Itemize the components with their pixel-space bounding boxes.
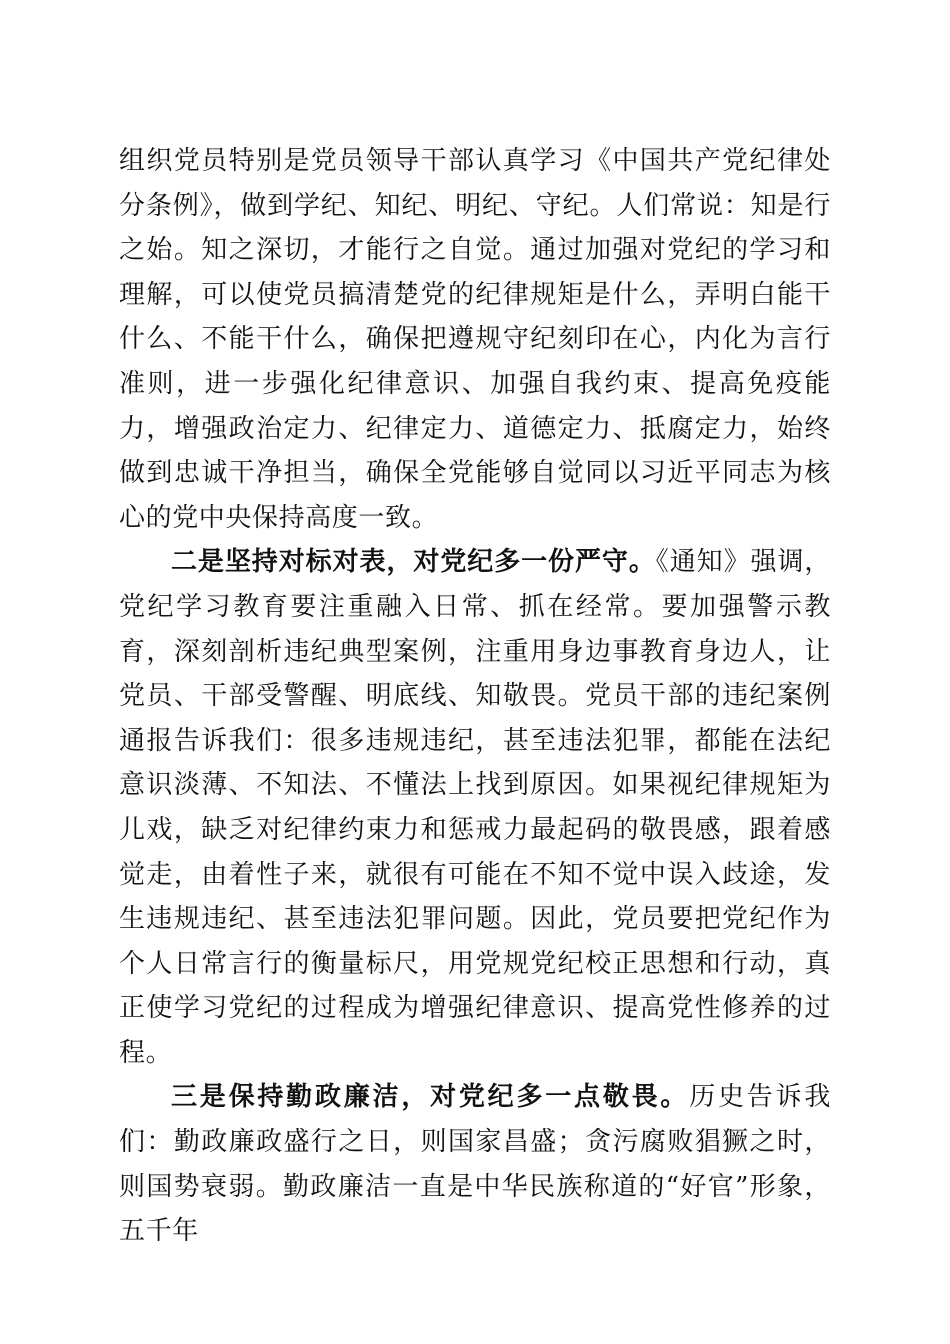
paragraph-continuation [119,139,831,540]
paragraph-point-two [119,540,831,1075]
paragraph-text: 《通知》强调，党纪学习教育要注重融入日常、抓在经常。要加强警示教育，深刻剖析违纪典型案例，注重用身边事教育身边人，让党员、干部受警醒、明底线、知敬畏。党员干部的违纪案例通报告诉我们：很多违规违纪，甚至违法犯罪，都能在法纪意识淡薄、不知法、不懂法上找到原因。如果视纪律规矩为儿戏，缺乏对纪律约束力和惩戒力最起码的敬畏感，跟着感觉走，由着性子来，就很有可能在不知不觉中误入歧途，发生违规违纪、甚至违法犯罪问题。因此，党员要把党纪作为个人日常言行的衡量标尺，用党规党纪校正思想和行动，真正使学习党纪的过程成为增强纪律意识、提高党性修养的过程。 [119,547,831,1068]
paragraph-lead: 二是坚持对标对表，对党纪多一份严守。 [171,547,656,578]
paragraph-point-three [119,1075,831,1253]
paragraph-text: 历史告诉我们：勤政廉政盛行之日，则国家昌盛；贪污腐败猖獗之时，则国势衰弱。勤政廉洁一直是中华民族称道的“好官”形象，五千年 [119,1082,831,1247]
document-body [119,139,831,1254]
paragraph-text: 组织党员特别是党员领导干部认真学习《中国共产党纪律处分条例》，做到学纪、知纪、明纪、守纪。人们常说：知是行之始。知之深切，才能行之自觉。通过加强对党纪的学习和理解，可以使党员搞清楚党的纪律规矩是什么，弄明白能干什么、不能干什么，确保把遵规守纪刻印在心，内化为言行准则，进一步强化纪律意识、加强自我约束、提高免疫能力，增强政治定力、纪律定力、道德定力、抵腐定力，始终做到忠诚干净担当，确保全党能够自觉同以习近平同志为核心的党中央保持高度一致。 [119,146,831,533]
paragraph-lead: 三是保持勤政廉洁，对党纪多一点敬畏。 [171,1082,690,1113]
